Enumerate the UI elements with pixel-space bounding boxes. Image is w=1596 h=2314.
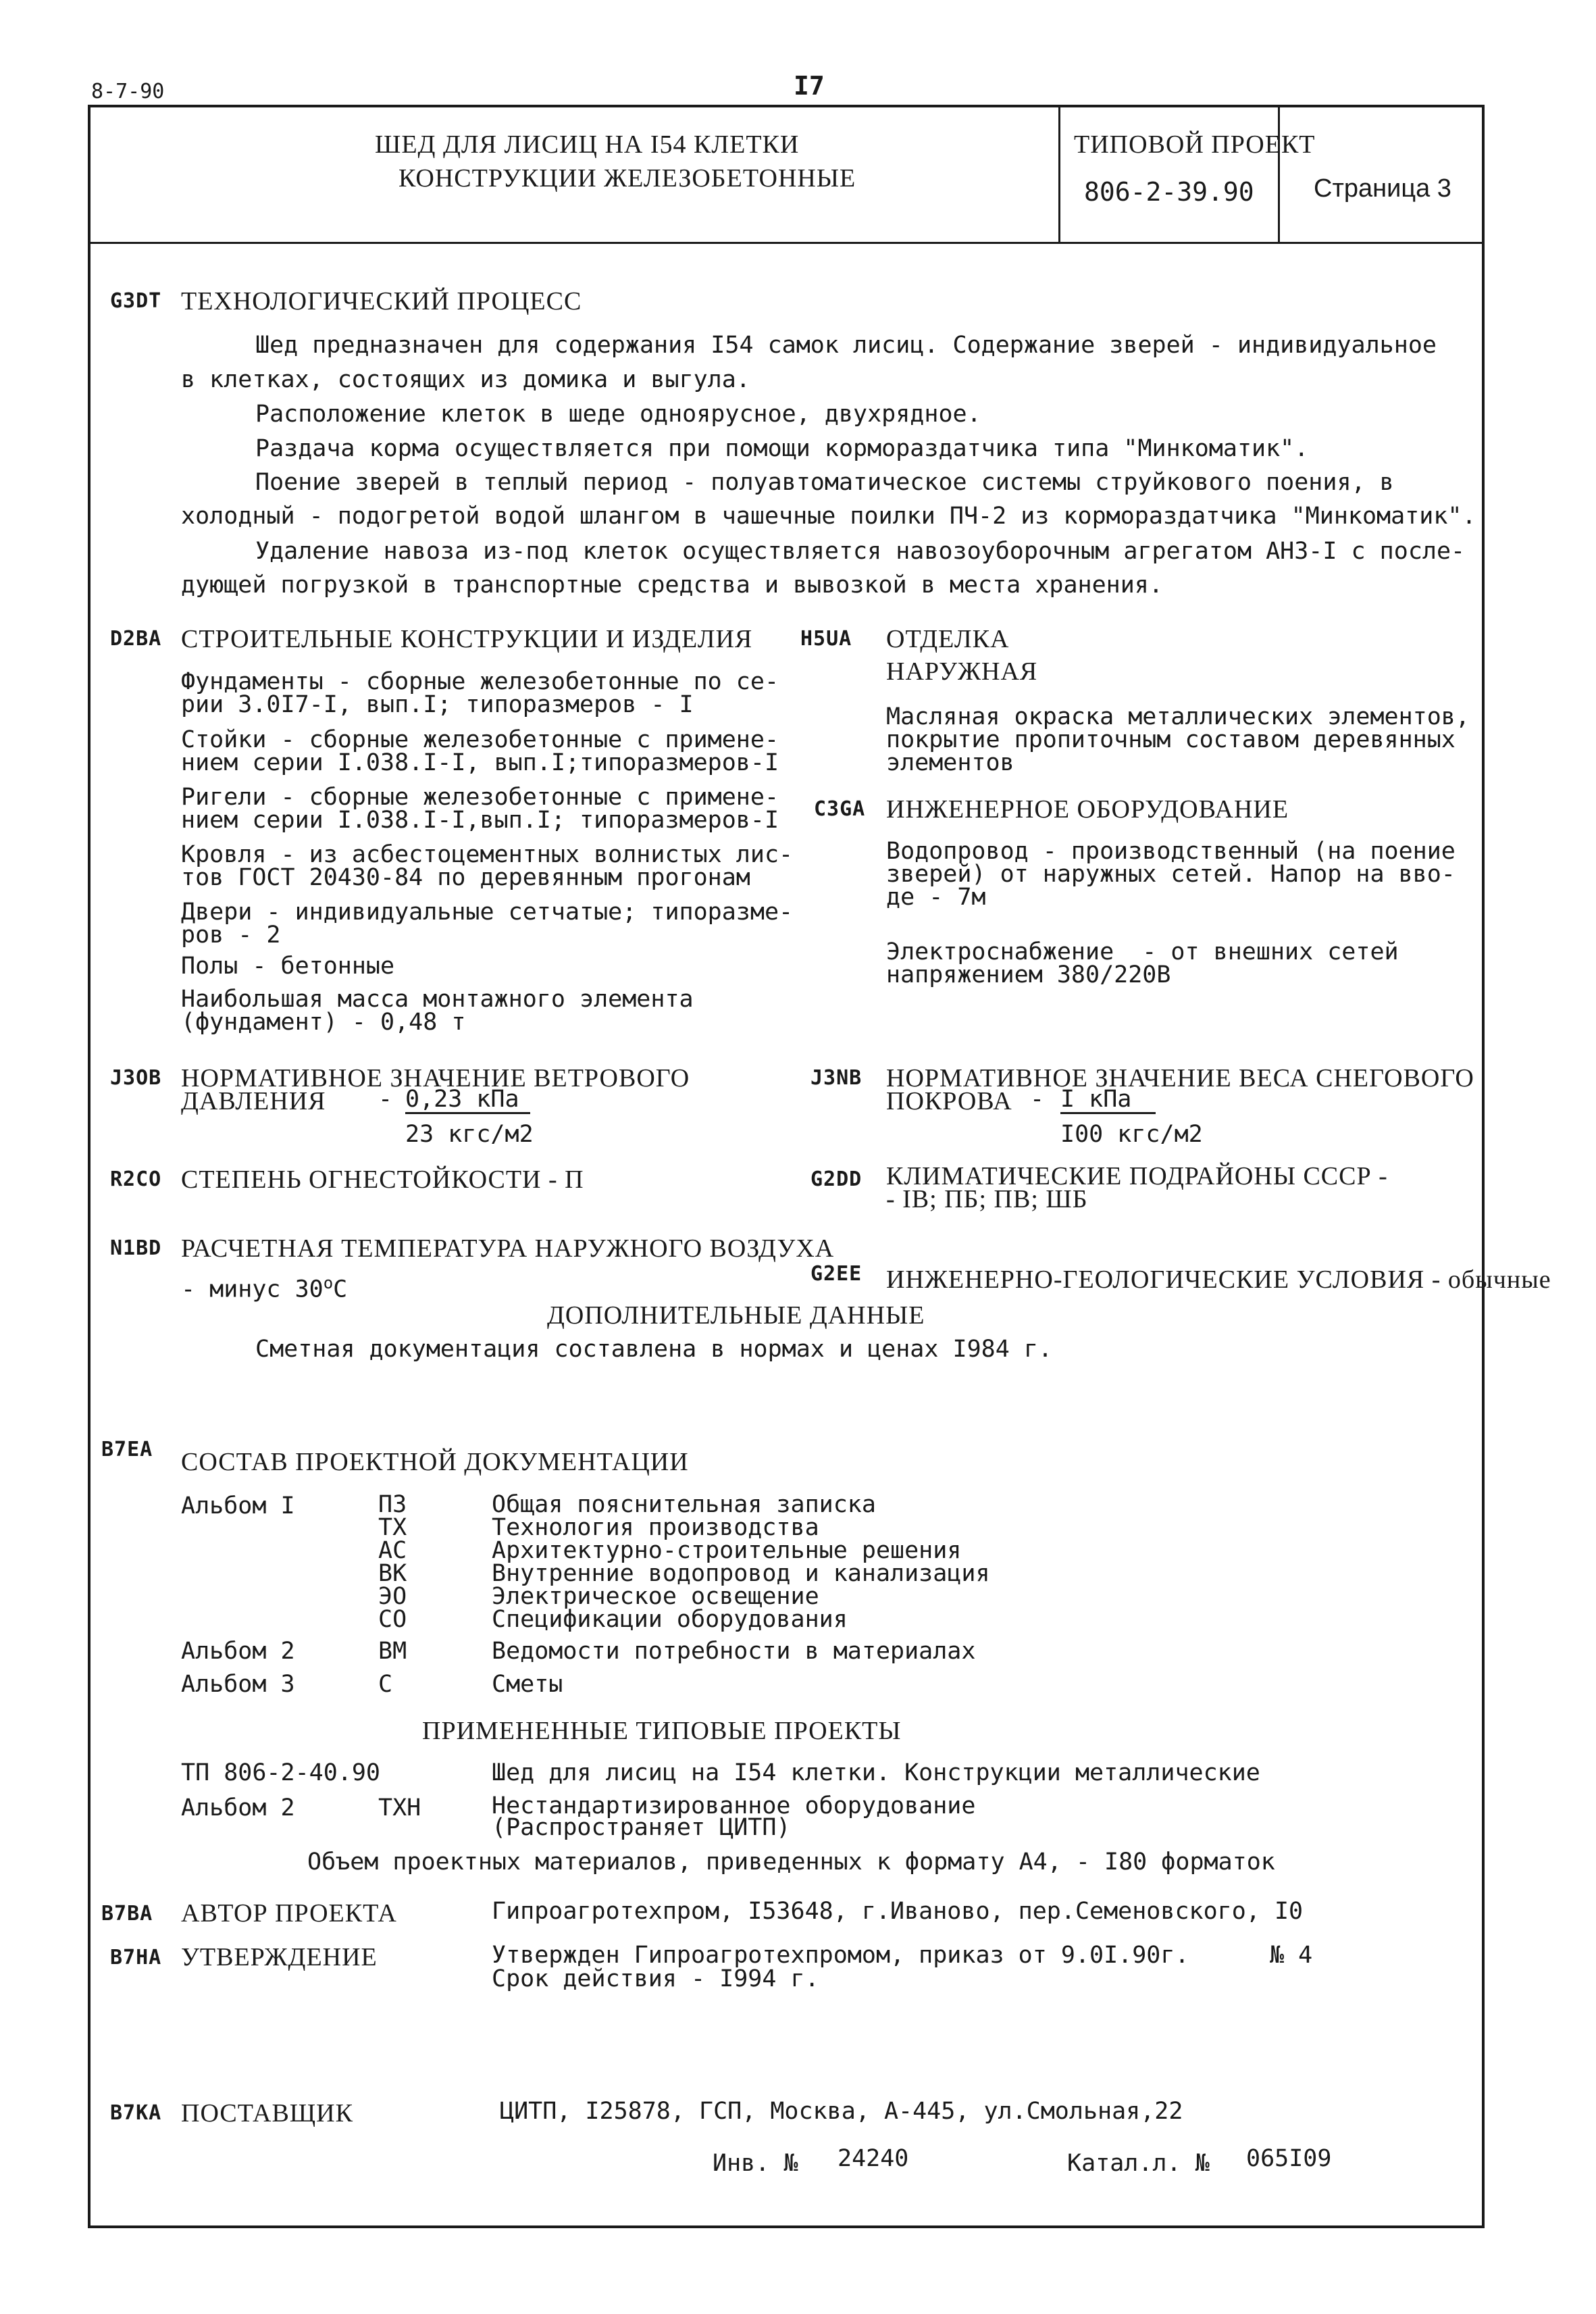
author-text: Гипроагротехпром, I53648, г.Иваново, пер.Семеновского, I0 [492, 1898, 1304, 1925]
snow-value: I кПа [1060, 1086, 1156, 1114]
header-title-line2: КОНСТРУКЦИИ ЖЕЛЕЗОБЕТОННЫЕ [398, 164, 856, 193]
project-label: ТИПОВОЙ ПРОЕКТ [1074, 130, 1316, 159]
wind-dash: - [378, 1086, 393, 1113]
snow-code: J3NB [810, 1066, 863, 1090]
construction-foundations: Фундаменты - сборные железобетонные по се- рии 3.0I7-I, вып.I; типоразмеров - I [181, 668, 779, 718]
applied-album-code: ТХН [378, 1794, 421, 1821]
temperature-heading: РАСЧЕТНАЯ ТЕМПЕРАТУРА НАРУЖНОГО ВОЗДУХА [181, 1234, 835, 1263]
tech-line-7: Удаление навоза из-под клеток осуществляется навозоуборочным агрегатом АНЗ-I с после- [255, 538, 1466, 565]
tech-line-4: Раздача корма осуществляется при помощи кормораздатчика типа "Минкоматик". [255, 435, 1309, 462]
composition-code: B7EA [101, 1438, 153, 1461]
construction-floors: Полы - бетонные [181, 953, 395, 980]
engineering-water: Водопровод - производственный (на поение зверей) от наружных сетей. Напор на вво- де - 7м [886, 838, 1456, 911]
engineering-code: C3GA [814, 797, 866, 821]
snow-value-kgs: I00 кгс/м2 [1060, 1121, 1203, 1148]
header-col-divider-1 [1058, 105, 1060, 243]
construction-max-mass: Наибольшая масса монтажного элемента (фундамент) - 0,48 т [181, 986, 694, 1036]
tech-line-6: холодный - подогретой водой шлангом в чашечные поилки ПЧ-2 из кормораздатчика "Минкоматик". [181, 503, 1476, 530]
additional-text: Сметная документация составлена в нормах и ценах I984 г. [255, 1336, 1053, 1363]
tech-line-3: Расположение клеток в шеде одноярусное, двухрядное. [255, 401, 981, 428]
approval-text: Утвержден Гипроагротехпромом, приказ от 9.0I.90г. [492, 1942, 1189, 1969]
construction-roof: Кровля - из асбестоцементных волнистых лис- тов ГОСТ 20430-84 по деревянным прогонам [181, 841, 794, 891]
supplier-heading: ПОСТАВЩИК [181, 2099, 353, 2128]
catalog-label: Катал.л. № [1067, 2150, 1210, 2177]
album2-code: ВМ [378, 1638, 407, 1665]
author-heading: АВТОР ПРОЕКТА [181, 1899, 397, 1928]
geology-text: ИНЖЕНЕРНО-ГЕОЛОГИЧЕСКИЕ УСЛОВИЯ - обычные [886, 1265, 1551, 1294]
finish-text: Масляная окраска металлических элементов, покрытие пропиточным составом деревянных элементов [886, 703, 1470, 776]
climate-text: КЛИМАТИЧЕСКИЕ ПОДРАЙОНЫ СССР - - IВ; ПБ; ПВ; ШБ [886, 1162, 1388, 1213]
engineering-heading: ИНЖЕНЕРНОЕ ОБОРУДОВАНИЕ [886, 795, 1289, 824]
wind-label: ДАВЛЕНИЯ [181, 1087, 326, 1115]
album1-titles: Общая пояснительная записка Технология производства Архитектурно-строительные решения Внутренние водопровод и канализация Электрическое освещение Спецификации оборудования [492, 1491, 990, 1633]
applied-album-label: Альбом 2 [181, 1794, 295, 1821]
tech-line-5: Поение зверей в теплый период - полуавтоматическое системы струйкового поения, в [255, 469, 1394, 496]
tech-code: G3DT [110, 289, 162, 313]
fire-code: R2CO [110, 1167, 162, 1191]
degree-sup: о [323, 1274, 334, 1292]
construction-girders: Ригели - сборные железобетонные с примене- нием серии I.038.I-I,вып.I; типоразмеров-I [181, 784, 779, 834]
wind-value-kgs: 23 кгс/м2 [405, 1121, 534, 1148]
wind-code: J3OB [110, 1066, 162, 1090]
fire-text: СТЕПЕНЬ ОГНЕСТОЙКОСТИ - П [181, 1165, 584, 1194]
album1-codes: ПЗ ТХ АС ВК ЭО СО [378, 1491, 407, 1633]
climate-code: G2DD [810, 1167, 863, 1191]
inv-value: 24240 [838, 2145, 909, 2172]
temperature-unit: С [333, 1276, 348, 1303]
temperature-code: N1BD [110, 1236, 162, 1260]
approval-number: № 4 [1270, 1942, 1313, 1969]
page-ref: 8-7-90 [91, 80, 165, 103]
constructions-code: D2BA [110, 627, 162, 651]
wind-value: 0,23 кПа [405, 1086, 530, 1114]
header-col-divider-2 [1278, 105, 1280, 243]
wind-heading: НОРМАТИВНОЕ ЗНАЧЕНИЕ ВЕТРОВОГО [181, 1064, 690, 1092]
applied-heading: ПРИМЕНЕННЫЕ ТИПОВЫЕ ПРОЕКТЫ [422, 1717, 902, 1745]
catalog-value: 065I09 [1246, 2145, 1332, 2172]
snow-label: ПОКРОВА [886, 1087, 1012, 1115]
finish-code: H5UA [800, 627, 852, 651]
construction-columns: Стойки - сборные железобетонные с примене- нием серии I.038.I-I, вып.I;типоразмеров-I [181, 726, 779, 776]
supplier-code: B7KA [110, 2101, 162, 2125]
album3-code: С [378, 1671, 393, 1698]
tech-heading: ТЕХНОЛОГИЧЕСКИЙ ПРОЦЕСС [181, 287, 582, 316]
finish-subheading: НАРУЖНАЯ [886, 657, 1038, 686]
engineering-power: Электроснабжение - от внешних сетей напряжением 380/220В [886, 938, 1399, 988]
construction-doors: Двери - индивидуальные сетчатые; типоразме- ров - 2 [181, 899, 794, 949]
applied-album-title: Нестандартизированное оборудование (Распространяет ЦИТП) [492, 1792, 976, 1841]
tech-line-1: Шед предназначен для содержания I54 самок лисиц. Содержание зверей - индивидуальное [255, 332, 1437, 359]
album3-label: Альбом 3 [181, 1671, 295, 1698]
snow-dash: - [1030, 1086, 1045, 1113]
header-divider [88, 242, 1482, 244]
inv-label: Инв. № [713, 2150, 798, 2177]
album2-label: Альбом 2 [181, 1638, 295, 1665]
finish-heading: ОТДЕЛКА [886, 625, 1010, 653]
geology-code: G2EE [810, 1262, 863, 1286]
album3-title: Сметы [492, 1671, 563, 1698]
album1-label: Альбом I [181, 1492, 295, 1519]
constructions-heading: СТРОИТЕЛЬНЫЕ КОНСТРУКЦИИ И ИЗДЕЛИЯ [181, 625, 753, 653]
tech-line-8: дующей погрузкой в транспортные средства и вывозкой в места хранения. [181, 572, 1163, 599]
applied-tp-label: ТП 806-2-40.90 [181, 1759, 381, 1786]
applied-tp-title: Шед для лисиц на I54 клетки. Конструкции металлические [492, 1759, 1260, 1786]
author-code: B7BA [101, 1902, 153, 1926]
tech-line-2: в клетках, состоящих из домика и выгула. [181, 366, 750, 393]
page-number: I7 [794, 71, 825, 101]
header-title-line1: ШЕД ДЛЯ ЛИСИЦ НА I54 КЛЕТКИ [375, 130, 800, 159]
approval-heading: УТВЕРЖДЕНИЕ [181, 1943, 378, 1971]
applied-volume: Объем проектных материалов, приведенных к формату А4, - I80 форматок [307, 1848, 1275, 1876]
supplier-text: ЦИТП, I25878, ГСП, Москва, А-445, ул.Смольная,22 [500, 2098, 1183, 2125]
page-label: Страница 3 [1314, 174, 1451, 203]
album2-title: Ведомости потребности в материалах [492, 1638, 976, 1665]
composition-heading: СОСТАВ ПРОЕКТНОЙ ДОКУМЕНТАЦИИ [181, 1448, 689, 1476]
approval-code: B7HA [110, 1946, 162, 1969]
snow-heading: НОРМАТИВНОЕ ЗНАЧЕНИЕ ВЕСА СНЕГОВОГО [886, 1064, 1474, 1092]
temperature-value: - минус 30 [181, 1276, 324, 1303]
approval-validity: Срок действия - I994 г. [492, 1965, 819, 1992]
project-number: 806-2-39.90 [1084, 177, 1254, 207]
additional-heading: ДОПОЛНИТЕЛЬНЫЕ ДАННЫЕ [547, 1301, 925, 1330]
